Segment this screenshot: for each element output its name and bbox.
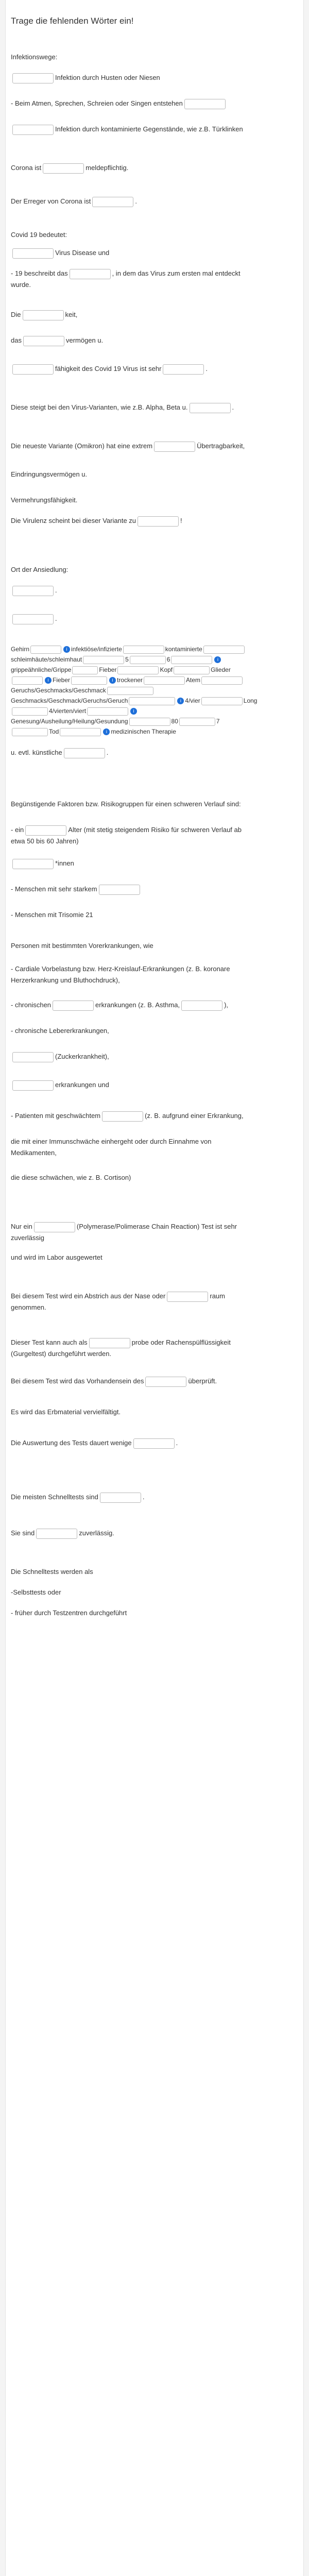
text-line: .	[6, 613, 303, 624]
gap-input[interactable]	[34, 1222, 75, 1232]
gap-input[interactable]	[102, 1111, 143, 1122]
text-line: das vermögen u.	[6, 335, 303, 346]
answer-line: i Fieber i trockener Atem	[6, 675, 303, 685]
gap-input[interactable]	[130, 656, 166, 664]
answer-line: schleimhäute/schleimhaut 5 6 i	[6, 654, 303, 665]
text-line: Die Schnelltests werden als	[11, 1568, 93, 1575]
gap-input[interactable]	[129, 718, 170, 726]
text-line: Bei diesem Test wird ein Abstrich aus der Nase oder raum	[6, 1291, 303, 1302]
text-line: - Menschen mit Trisomie 21	[11, 911, 93, 919]
text-line: Diese steigt bei den Virus-Varianten, wie z.B. Alpha, Beta u. .	[6, 402, 303, 413]
text-line: (Zuckerkrankheit),	[6, 1051, 303, 1062]
gap-input[interactable]	[70, 269, 111, 279]
text-line: - chronischen erkrankungen (z. B. Asthma, ),	[6, 999, 303, 1011]
gap-input[interactable]	[30, 646, 61, 654]
gap-input[interactable]	[133, 1438, 175, 1449]
gap-input[interactable]	[23, 336, 64, 346]
answer-line: Genesung/Ausheilung/Heilung/Gesundung 80 7	[11, 718, 220, 725]
text-line: Vermehrungsfähigkeit.	[11, 496, 78, 504]
gap-input[interactable]	[64, 748, 105, 758]
text-line: -Selbsttests oder	[11, 1588, 61, 1596]
text-line: u. evtl. künstliche .	[6, 747, 303, 758]
answer-line: grippeähnliche/Grippe Fieber Kopf Glieder	[11, 666, 231, 673]
text-line: .	[6, 585, 303, 596]
text-line: zuverlässig	[11, 1234, 45, 1242]
gap-input[interactable]	[12, 614, 54, 624]
text-line: Die neueste Variante (Omikron) hat eine extrem Übertragbarkeit,	[6, 440, 303, 452]
text-line: Die Virulenz scheint bei dieser Variante zu !	[6, 515, 303, 527]
text-line: die diese schwächen, wie z. B. Cortison)	[11, 1174, 131, 1181]
answer-line: Geruchs/Geschmacks/Geschmack	[6, 685, 303, 696]
text-line: Die Auswertung des Tests dauert wenige .	[6, 1437, 303, 1449]
text-line: wurde.	[11, 281, 31, 289]
gap-input[interactable]	[25, 825, 66, 836]
gap-input[interactable]	[181, 1001, 222, 1011]
info-icon[interactable]: i	[177, 698, 184, 704]
info-icon[interactable]: i	[63, 646, 70, 653]
answer-line: Geschmacks/Geschmack/Geruchs/Geruch i 4/vier Long	[11, 697, 258, 704]
gap-input[interactable]	[12, 125, 54, 135]
text-line: - Patienten mit geschwächtem (z. B. aufgrund einer Erkrankung,	[6, 1110, 303, 1122]
info-icon[interactable]: i	[130, 708, 137, 715]
gap-input[interactable]	[87, 707, 128, 716]
gap-input[interactable]	[12, 707, 48, 716]
gap-input[interactable]	[190, 403, 231, 413]
gap-input[interactable]	[171, 656, 212, 664]
info-icon[interactable]: i	[109, 677, 116, 684]
text-line: *innen	[6, 858, 303, 869]
gap-input[interactable]	[12, 676, 43, 685]
text-line: fähigkeit des Covid 19 Virus ist sehr .	[6, 363, 303, 375]
gap-input[interactable]	[179, 718, 215, 726]
gap-input[interactable]	[71, 676, 107, 685]
text-line: etwa 50 bis 60 Jahren)	[11, 837, 79, 845]
gap-input[interactable]	[43, 163, 84, 174]
gap-input[interactable]	[138, 516, 179, 527]
gap-input[interactable]	[144, 676, 185, 685]
gap-input[interactable]	[117, 666, 159, 674]
text-line: - Menschen mit sehr starkem	[6, 884, 303, 895]
text-line: Bei diesem Test wird das Vorhandensein des überprüft.	[6, 1376, 303, 1387]
text-line: (Gurgeltest) durchgeführt werden.	[11, 1350, 112, 1358]
text-line: und wird im Labor ausgewertet	[11, 1253, 102, 1261]
gap-input[interactable]	[83, 656, 124, 664]
text-line: - 19 beschreibt das , in dem das Virus zum ersten mal entdeckt	[6, 268, 303, 279]
gap-input[interactable]	[167, 1292, 208, 1302]
text-line: - Cardiale Vorbelastung bzw. Herz-Kreislauf-Erkrankungen (z. B. koronare	[11, 965, 230, 973]
gap-input[interactable]	[184, 99, 226, 109]
gap-input[interactable]	[60, 728, 101, 736]
text-line: Ort der Ansiedlung:	[11, 566, 68, 573]
gap-input[interactable]	[12, 1052, 54, 1062]
gap-input[interactable]	[163, 364, 204, 375]
gap-input[interactable]	[12, 859, 54, 869]
text-line: Personen mit bestimmten Vorerkrankungen, wie	[11, 942, 153, 950]
text-line: Corona ist meldepflichtig.	[6, 162, 303, 174]
text-line: - chronische Lebererkrankungen,	[11, 1027, 109, 1035]
text-line: Die meisten Schnelltests sind .	[6, 1492, 303, 1503]
text-line: die mit einer Immunschwäche einhergeht oder durch Einnahme von	[11, 1138, 212, 1145]
gap-input[interactable]	[89, 1338, 130, 1348]
info-icon[interactable]: i	[45, 677, 52, 684]
text-line: - Beim Atmen, Sprechen, Schreien oder Singen entstehen	[6, 98, 303, 109]
gap-input[interactable]	[12, 248, 54, 259]
gap-input[interactable]	[12, 586, 54, 596]
info-icon[interactable]: i	[103, 728, 110, 735]
info-icon[interactable]: i	[214, 656, 221, 663]
text-line: genommen.	[11, 1303, 46, 1311]
gap-input[interactable]	[107, 687, 153, 695]
text-line: Der Erreger von Corona ist .	[6, 196, 303, 207]
gap-input[interactable]	[203, 646, 245, 654]
text-line: Dieser Test kann auch als probe oder Rachenspülflüssigkeit	[6, 1337, 303, 1348]
gap-input[interactable]	[12, 364, 54, 375]
answer-line: Gehirn i infektiöse/infizierte kontaminierte	[6, 644, 303, 654]
section-heading: Infektionswege:	[11, 53, 58, 61]
text-line: Nur ein (Polymerase/Polimerase Chain Reaction) Test ist sehr	[6, 1221, 303, 1232]
text-line: - ein Alter (mit stetig steigendem Risiko für schweren Verlauf ab	[6, 824, 303, 836]
page-title: Trage die fehlenden Wörter ein!	[11, 16, 134, 26]
text-line: erkrankungen und	[6, 1079, 303, 1091]
gap-input[interactable]	[36, 1529, 77, 1539]
text-line: Eindringungsvermögen u.	[11, 470, 88, 478]
text-line: Virus Disease und	[6, 247, 303, 259]
gap-input[interactable]	[201, 697, 243, 705]
text-line: Sie sind zuverlässig.	[6, 1528, 303, 1539]
text-line: Covid 19 bedeutet:	[11, 231, 67, 239]
gap-input[interactable]	[12, 73, 54, 83]
answer-line: Tod i medizinischen Therapie	[6, 726, 303, 737]
text-line: Begünstigende Faktoren bzw. Risikogruppen für einen schweren Verlauf sind:	[11, 800, 241, 808]
gap-input[interactable]	[129, 697, 175, 705]
text-line: Die keit,	[6, 309, 303, 320]
gap-input[interactable]	[145, 1377, 186, 1387]
answer-line: 4/vierten/viert i	[6, 706, 303, 716]
gap-input[interactable]	[154, 442, 195, 452]
gap-input[interactable]	[23, 310, 64, 320]
gap-input[interactable]	[12, 1080, 54, 1091]
exercise-page	[5, 0, 304, 2576]
gap-input[interactable]	[201, 676, 243, 685]
text-line: Infektion durch Husten oder Niesen	[6, 72, 303, 83]
text-line: Medikamenten,	[11, 1149, 57, 1157]
text-line: - früher durch Testzentren durchgeführt	[11, 1609, 127, 1617]
gap-input[interactable]	[72, 666, 98, 674]
gap-input[interactable]	[92, 197, 133, 207]
gap-input[interactable]	[12, 728, 48, 736]
gap-input[interactable]	[174, 666, 210, 674]
text-line: Infektion durch kontaminierte Gegenstände, wie z.B. Türklinken	[6, 124, 303, 135]
gap-input[interactable]	[100, 1493, 141, 1503]
text-line: Es wird das Erbmaterial vervielfältigt.	[11, 1408, 121, 1416]
gap-input[interactable]	[99, 885, 140, 895]
gap-input[interactable]	[123, 646, 164, 654]
text-line: Herzerkrankung und Bluthochdruck),	[11, 976, 120, 984]
gap-input[interactable]	[53, 1001, 94, 1011]
